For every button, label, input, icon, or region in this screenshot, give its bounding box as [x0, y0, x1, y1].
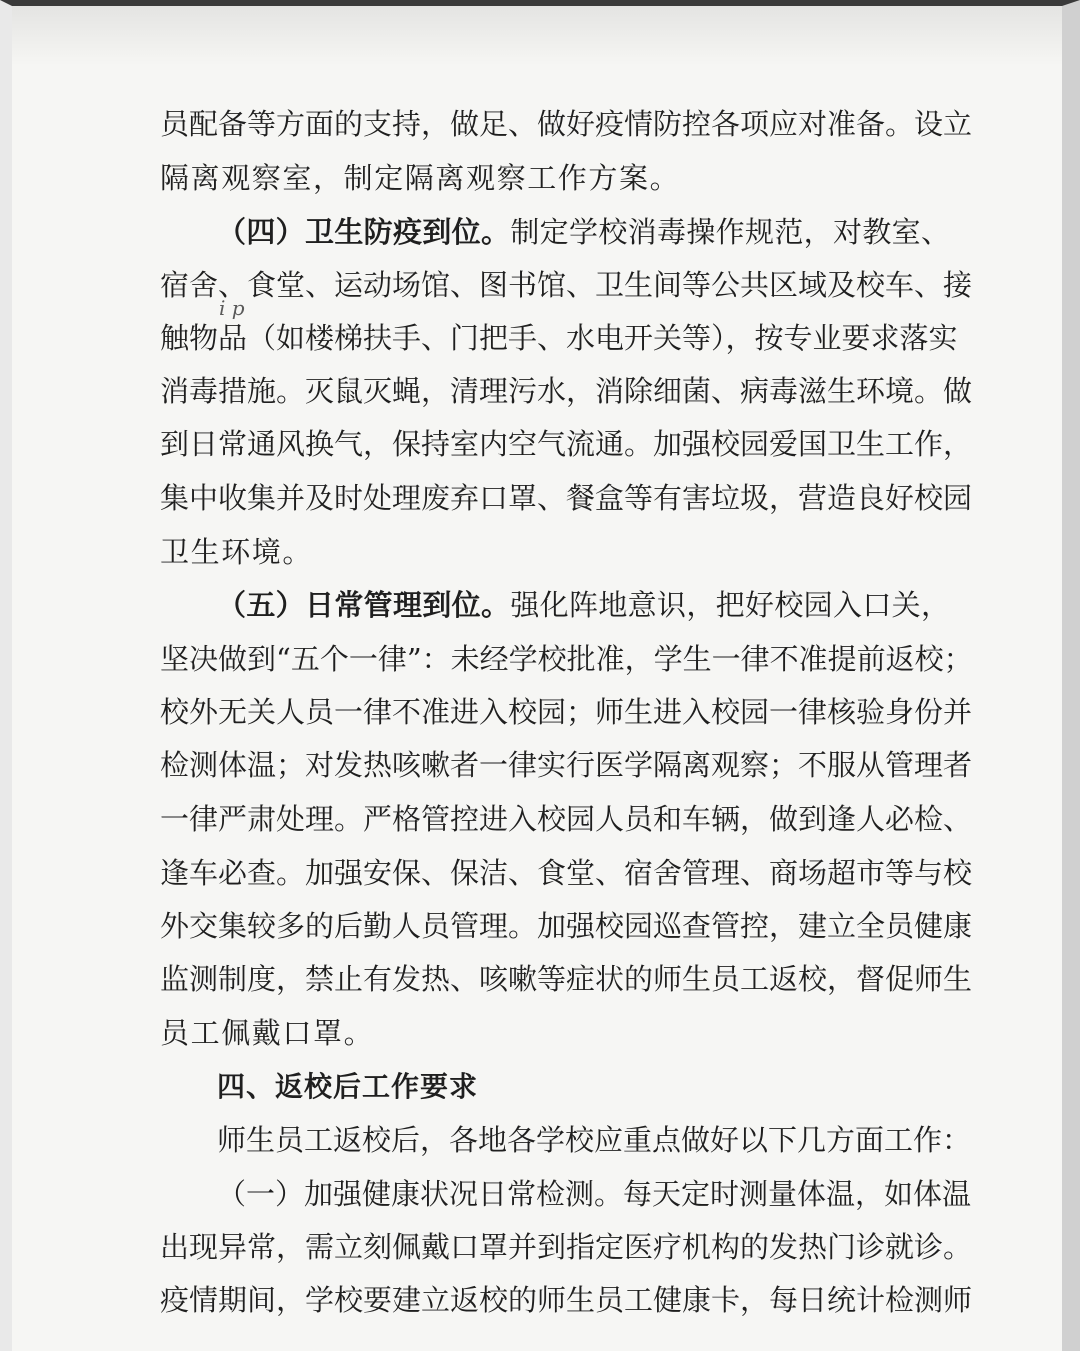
paragraph-line: 卫生环境。	[160, 535, 314, 569]
paragraph-line: 集中收集并及时处理废弃口罩、餐盒等有害垃圾，营造良好校园	[160, 481, 973, 515]
paragraph-line: 逢车必查。加强安保、保洁、食堂、宿舍管理、商场超市等与校	[160, 856, 973, 890]
paragraph-line: 疫情期间，学校要建立返校的师生员工健康卡，每日统计检测师	[160, 1283, 973, 1317]
paragraph-line: 坚决做到“五个一律”：未经学校批准，学生一律不准提前返校；	[160, 642, 973, 676]
section-5-title: （五）日常管理到位。	[217, 588, 511, 622]
paragraph-line: 触物品（如楼梯扶手、门把手、水电开关等），按专业要求落实	[160, 321, 958, 355]
paragraph-line: 员配备等方面的支持，做足、做好疫情防控各项应对准备。设立	[160, 107, 973, 141]
paragraph-line: 员工佩戴口罩。	[160, 1016, 375, 1050]
paragraph-line: 一律严肃处理。严格管控进入校园人员和车辆，做到逢人必检、	[160, 802, 973, 836]
paragraph-line: 出现异常，需立刻佩戴口罩并到指定医疗机构的发热门诊就诊。	[160, 1230, 973, 1264]
paragraph-line: 到日常通风换气，保持室内空气流通。加强校园爱国卫生工作，	[160, 427, 973, 461]
paragraph-line: 消毒措施。灭鼠灭蝇，清理污水，消除细菌、病毒滋生环境。做	[160, 374, 973, 408]
paragraph-line: 外交集较多的后勤人员管理。加强校园巡查管控，建立全员健康	[160, 909, 973, 943]
subsection-1-first-line: （一）加强健康状况日常检测。每天定时测量体温，如体温	[217, 1177, 972, 1211]
paragraph-line: 师生员工返校后，各地各学校应重点做好以下几方面工作：	[217, 1123, 972, 1157]
section-5-first-line	[217, 579, 950, 631]
paragraph-line: 监测制度，禁止有发热、咳嗽等症状的师生员工返校，督促师生	[160, 962, 973, 996]
section-4-title: （四）卫生防疫到位。	[217, 215, 511, 249]
section-5-text: 强化阵地意识，把好校园入口关，	[510, 588, 950, 622]
section-heading: 四、返校后工作要求	[217, 1070, 479, 1103]
section-4-first-line	[217, 206, 950, 258]
handwriting-mark: i p	[219, 296, 245, 320]
paragraph-line: 校外无关人员一律不准进入校园；师生进入校园一律核验身份并	[160, 695, 973, 729]
section-4-text: 制定学校消毒操作规范，对教室、	[510, 215, 950, 249]
paragraph-line: 检测体温；对发热咳嗽者一律实行医学隔离观察；不服从管理者	[160, 748, 973, 782]
paragraph-line: 宿舍、食堂、运动场馆、图书馆、卫生间等公共区域及校车、接	[160, 268, 973, 302]
paragraph-line: 隔离观察室，制定隔离观察工作方案。	[160, 161, 681, 195]
